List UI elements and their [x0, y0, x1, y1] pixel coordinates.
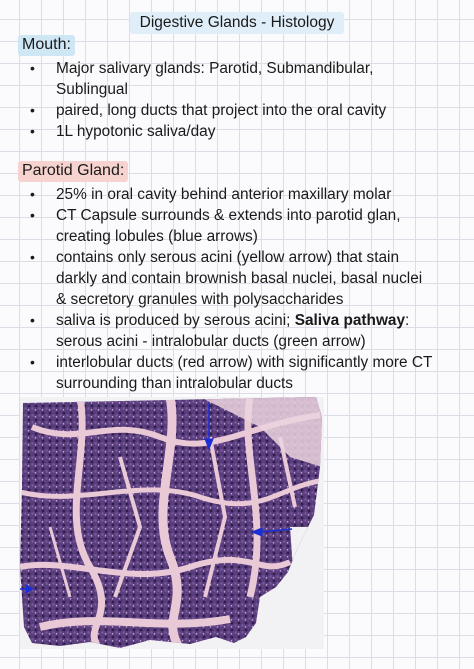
saliva-pathway-bold: Saliva pathway [294, 312, 406, 329]
list-item: • 25% in oral cavity behind anterior maxillary molar [0, 184, 474, 205]
histology-image [20, 397, 324, 649]
title-wrap [0, 12, 474, 34]
parotid-list [0, 184, 474, 394]
list-item-saliva-pathway [0, 310, 474, 352]
list-item: • CT Capsule surrounds & extends into parotid glan, creating lobules (blue arrows) [0, 205, 474, 247]
saliva-pre: saliva is produced by serous acini; [56, 312, 295, 329]
list-item: • 1L hypotonic saliva/day [0, 121, 474, 142]
list-item: • contains only serous acini (yellow arrow) that stain darkly and contain brownish basal nuclei, basal nuclei & secretory granules with polysaccharides [0, 247, 474, 310]
parotid-heading: Parotid Gland: [18, 161, 128, 182]
mouth-list [0, 58, 474, 142]
list-item: • paired, long ducts that project into the oral cavity [0, 100, 474, 121]
list-item: • interlobular ducts (red arrow) with significantly more CT surrounding than intralobular ducts [0, 352, 474, 394]
saliva-post: : serous acini - intralobular ducts (green arrow) [56, 312, 410, 350]
page-title: Digestive Glands - Histology [130, 12, 345, 34]
mouth-heading: Mouth: [18, 35, 75, 56]
list-item: • Major salivary glands: Parotid, Submandibular, Sublingual [0, 58, 474, 100]
